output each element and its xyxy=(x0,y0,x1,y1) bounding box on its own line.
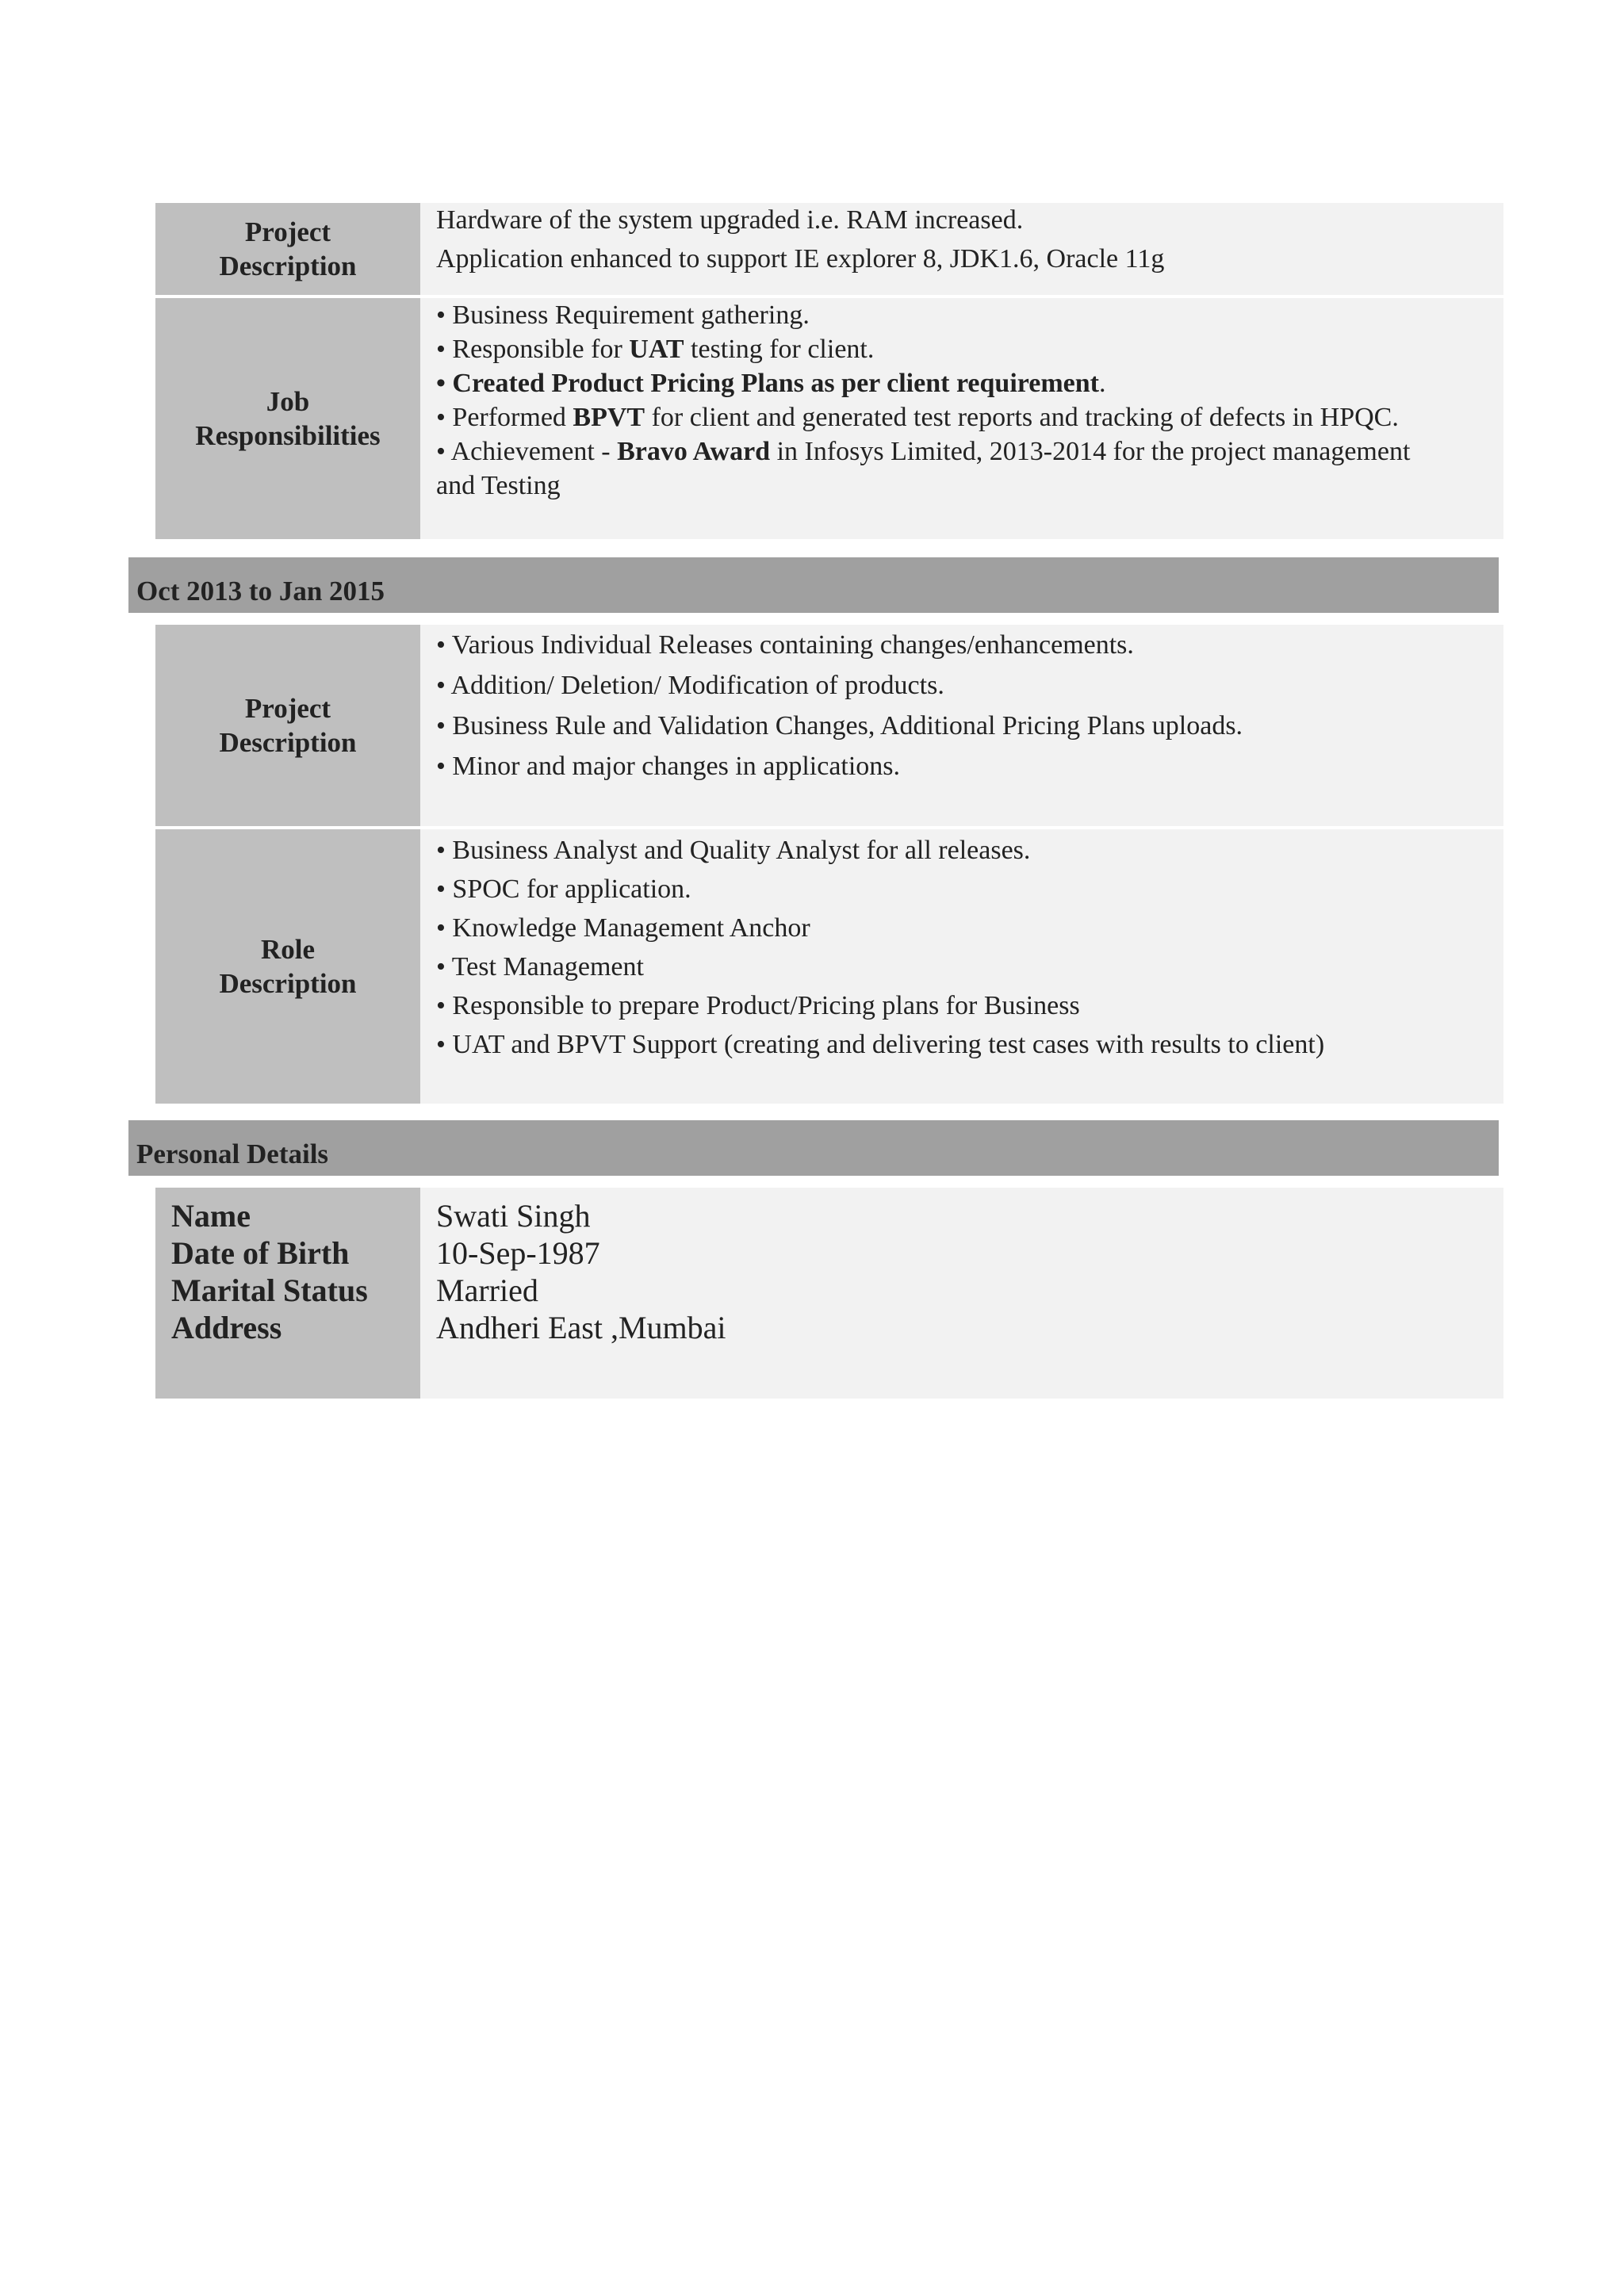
job-line: • Created Product Pricing Plans as per client requirement. xyxy=(436,369,1106,398)
project-table-1 xyxy=(155,203,1503,539)
project-line: • Addition/ Deletion/ Modification of products. xyxy=(436,671,944,700)
project-description-content-2 xyxy=(420,625,1503,826)
project-line: • Business Rule and Validation Changes, Additional Pricing Plans uploads. xyxy=(436,711,1243,740)
job-line: • Business Requirement gathering. xyxy=(436,300,810,330)
dob-value: 10-Sep-1987 xyxy=(436,1235,600,1271)
name-value: Swati Singh xyxy=(436,1198,591,1234)
role-description-row xyxy=(155,829,1503,1104)
job-line: and Testing xyxy=(436,471,561,500)
role-line: • SPOC for application. xyxy=(436,874,691,904)
personal-details-values xyxy=(420,1188,1503,1399)
marital-status-label: Marital Status xyxy=(171,1272,368,1308)
personal-details-table xyxy=(155,1188,1503,1399)
project-line: • Various Individual Releases containing changes/enhancements. xyxy=(436,630,1134,660)
job-line: • Achievement - Bravo Award in Infosys Limited, 2013-2014 for the project management xyxy=(436,437,1411,466)
job-responsibilities-row xyxy=(155,298,1503,539)
project-description-label-2: Project Description xyxy=(155,625,420,826)
dob-label: Date of Birth xyxy=(171,1235,350,1271)
name-label: Name xyxy=(171,1198,251,1234)
section-header-personal-details: Personal Details xyxy=(128,1120,1499,1176)
job-responsibilities-content xyxy=(420,298,1503,539)
role-line: • Business Analyst and Quality Analyst for all releases. xyxy=(436,836,1031,865)
role-description-label: Role Description xyxy=(155,829,420,1104)
project-line: Hardware of the system upgraded i.e. RAM increased. xyxy=(436,205,1024,235)
project-line: • Minor and major changes in applications. xyxy=(436,752,901,781)
role-line: • Knowledge Management Anchor xyxy=(436,913,810,943)
project-description-row-2 xyxy=(155,625,1503,829)
address-value: Andheri East ,Mumbai xyxy=(436,1310,726,1345)
marital-status-value: Married xyxy=(436,1272,538,1308)
role-line: • Responsible to prepare Product/Pricing plans for Business xyxy=(436,991,1080,1020)
project-description-content xyxy=(420,203,1503,295)
role-description-content xyxy=(420,829,1503,1104)
project-line: Application enhanced to support IE explorer 8, JDK1.6, Oracle 11g xyxy=(436,244,1165,274)
project-table-2 xyxy=(155,625,1503,1104)
role-line: • Test Management xyxy=(436,952,644,982)
personal-details-row xyxy=(155,1188,1503,1399)
address-label: Address xyxy=(171,1310,282,1345)
project-description-label: Project Description xyxy=(155,203,420,295)
job-line: • Performed BPVT for client and generated test reports and tracking of defects in HPQC. xyxy=(436,403,1399,432)
personal-details-labels xyxy=(155,1188,420,1399)
job-responsibilities-label: Job Responsibilities xyxy=(155,298,420,539)
job-line: • Responsible for UAT testing for client. xyxy=(436,335,875,364)
section-header-oct-2013: Oct 2013 to Jan 2015 xyxy=(128,557,1499,613)
project-description-row xyxy=(155,203,1503,298)
role-line: • UAT and BPVT Support (creating and delivering test cases with results to client) xyxy=(436,1030,1325,1059)
